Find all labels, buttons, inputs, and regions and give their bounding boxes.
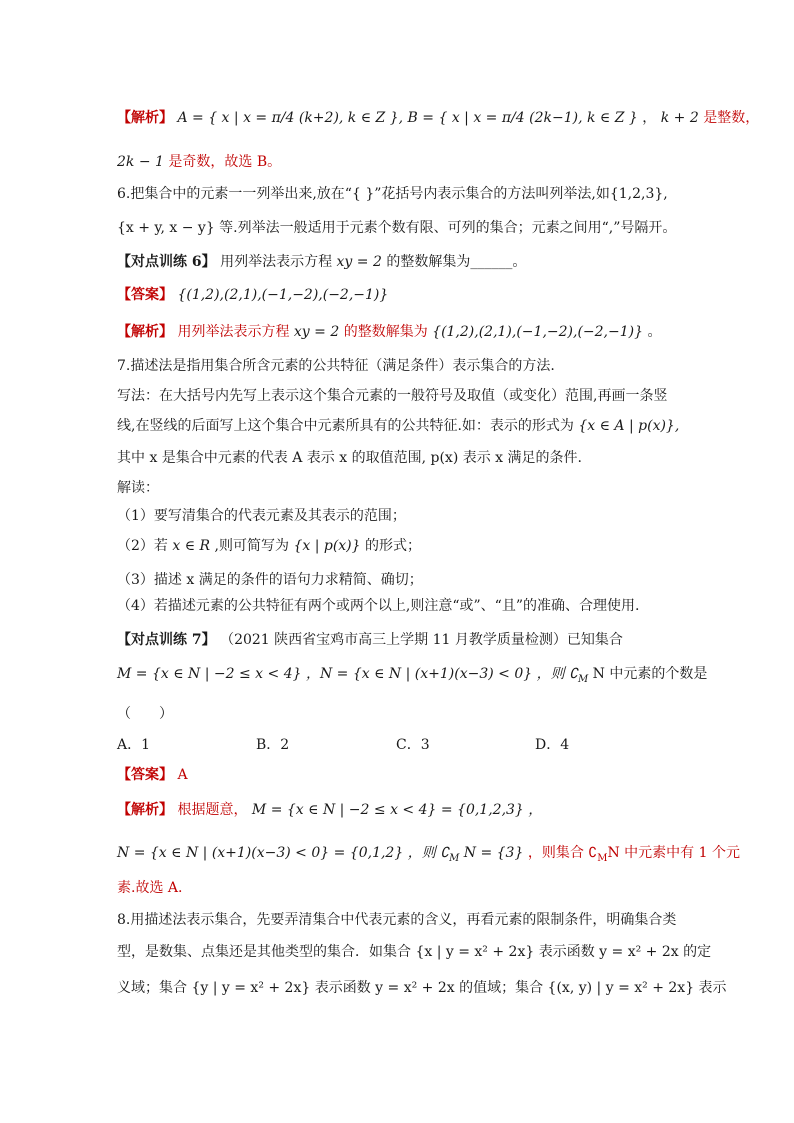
option-b: B．2 (256, 737, 290, 753)
analysis-tag: 【解析】 (117, 324, 173, 340)
section7-line5: 解读： (117, 480, 159, 496)
section7-line9: （4）若描述元素的公共特征有两个或两个以上,则注意“或”、“且”的准确、合理使用. (117, 598, 640, 614)
section7-line4: 其中 x 是集合中元素的代表 A 表示 x 的取值范围, p(x) 表示 x 满足的条件. (117, 450, 582, 466)
answer-tag: 【答案】 (117, 287, 173, 303)
exercise7-header: 【对点训练 7】 （2021 陕西省宝鸡市高三上学期 11 月教学质量检测）已知集合 (117, 632, 623, 648)
analysis-line-5a: 【解析】 A = { x | x = π/4 (k+2), k ∈ Z }, B = { x | x = π/4 (2k−1), k ∈ Z } ， k + 2 是整数， (117, 110, 760, 126)
section6-line2: {x + y, x − y} 等.列举法一般适用于元素个数有限、可列的集合；元素之间用“,”号隔开。 (117, 220, 677, 236)
section8-line3: 义域；集合 {y | y = x² + 2x} 表示函数 y = x² + 2x 的值域；集合 {(x, y) | y = x² + 2x} 表示 (117, 980, 727, 996)
exercise7-analysis-1: 【解析】 根据题意， M = {x ∈ N | −2 ≤ x < 4} = {0,1,2,3} ， (117, 802, 543, 818)
exercise-tag: 【对点训练 6】 (117, 254, 216, 270)
section6-line1: 6.把集合中的元素一一列举出来,放在“{ }”花括号内表示集合的方法叫列举法,如{1,2,3}, (117, 186, 668, 202)
option-d: D．4 (535, 737, 570, 753)
exercise7-analysis-2: N = {x ∈ N | (x+1)(x−3) < 0} = {0,1,2} ，则 $∁_M$ N = {3} ，则集合 $∁_MN$ 中元素中有 1 个元 (117, 845, 740, 864)
exercise7-answer: 【答案】 A (117, 767, 188, 783)
set-definitions: A = { x | x = π/4 (k+2), k ∈ Z }, B = { x | x = π/4 (2k−1), k ∈ Z } (177, 110, 638, 126)
section7-line8: （3）描述 x 满足的条件的语句力求精简、确切； (117, 572, 423, 588)
option-c: C．3 (396, 737, 430, 753)
option-a: A．1 (117, 737, 151, 753)
section7-line3: 线,在竖线的后面写上这个集合中元素所具有的公共特征.如：表示的形式为 {x ∈ A | p(x)}, (117, 418, 680, 434)
section7-line6: （1）要写清集合的代表元素及其表示的范围； (117, 508, 406, 524)
section7-line7: （2）若 x ∈ R ,则可简写为 {x | p(x)} 的形式； (117, 538, 421, 554)
analysis-tag: 【解析】 (117, 110, 173, 126)
exercise6-question: 【对点训练 6】 用列举法表示方程 xy = 2 的整数解集为______。 (117, 254, 527, 270)
exercise6-answer: 【答案】 {(1,2),(2,1),(−1,−2),(−2,−1)} (117, 287, 389, 303)
exercise7-question: M = {x ∈ N | −2 ≤ x < 4} ，N = {x ∈ N | (x+1)(x−3) < 0} ，则 $∁_M$ N 中元素的个数是 (117, 666, 708, 685)
exercise7-paren: （ ） (117, 706, 173, 722)
analysis-tag: 【解析】 (117, 802, 173, 818)
section7-line2: 写法：在大括号内先写上表示这个集合元素的一般符号及取值（或变化）范围,再画一条竖 (117, 388, 668, 404)
answer-tag: 【答案】 (117, 767, 173, 783)
exercise-tag: 【对点训练 7】 (117, 632, 216, 648)
section7-line1: 7.描述法是指用集合所含元素的公共特征（满足条件）表示集合的方法. (117, 358, 555, 374)
analysis-line-5b: 2k − 1 是奇数，故选 B。 (117, 154, 282, 170)
exercise7-analysis-3: 素.故选 A. (117, 880, 183, 896)
section8-line2: 型，是数集、点集还是其他类型的集合．如集合 {x | y = x² + 2x} 表示函数 y = x² + 2x 的定 (117, 944, 712, 960)
section8-line1: 8.用描述法表示集合，先要弄清集合中代表元素的含义，再看元素的限制条件，明确集合类 (117, 912, 677, 928)
exercise6-analysis: 【解析】 用列举法表示方程 xy = 2 的整数解集为 {(1,2),(2,1),(−1,−2),(−2,−1)} 。 (117, 324, 662, 340)
